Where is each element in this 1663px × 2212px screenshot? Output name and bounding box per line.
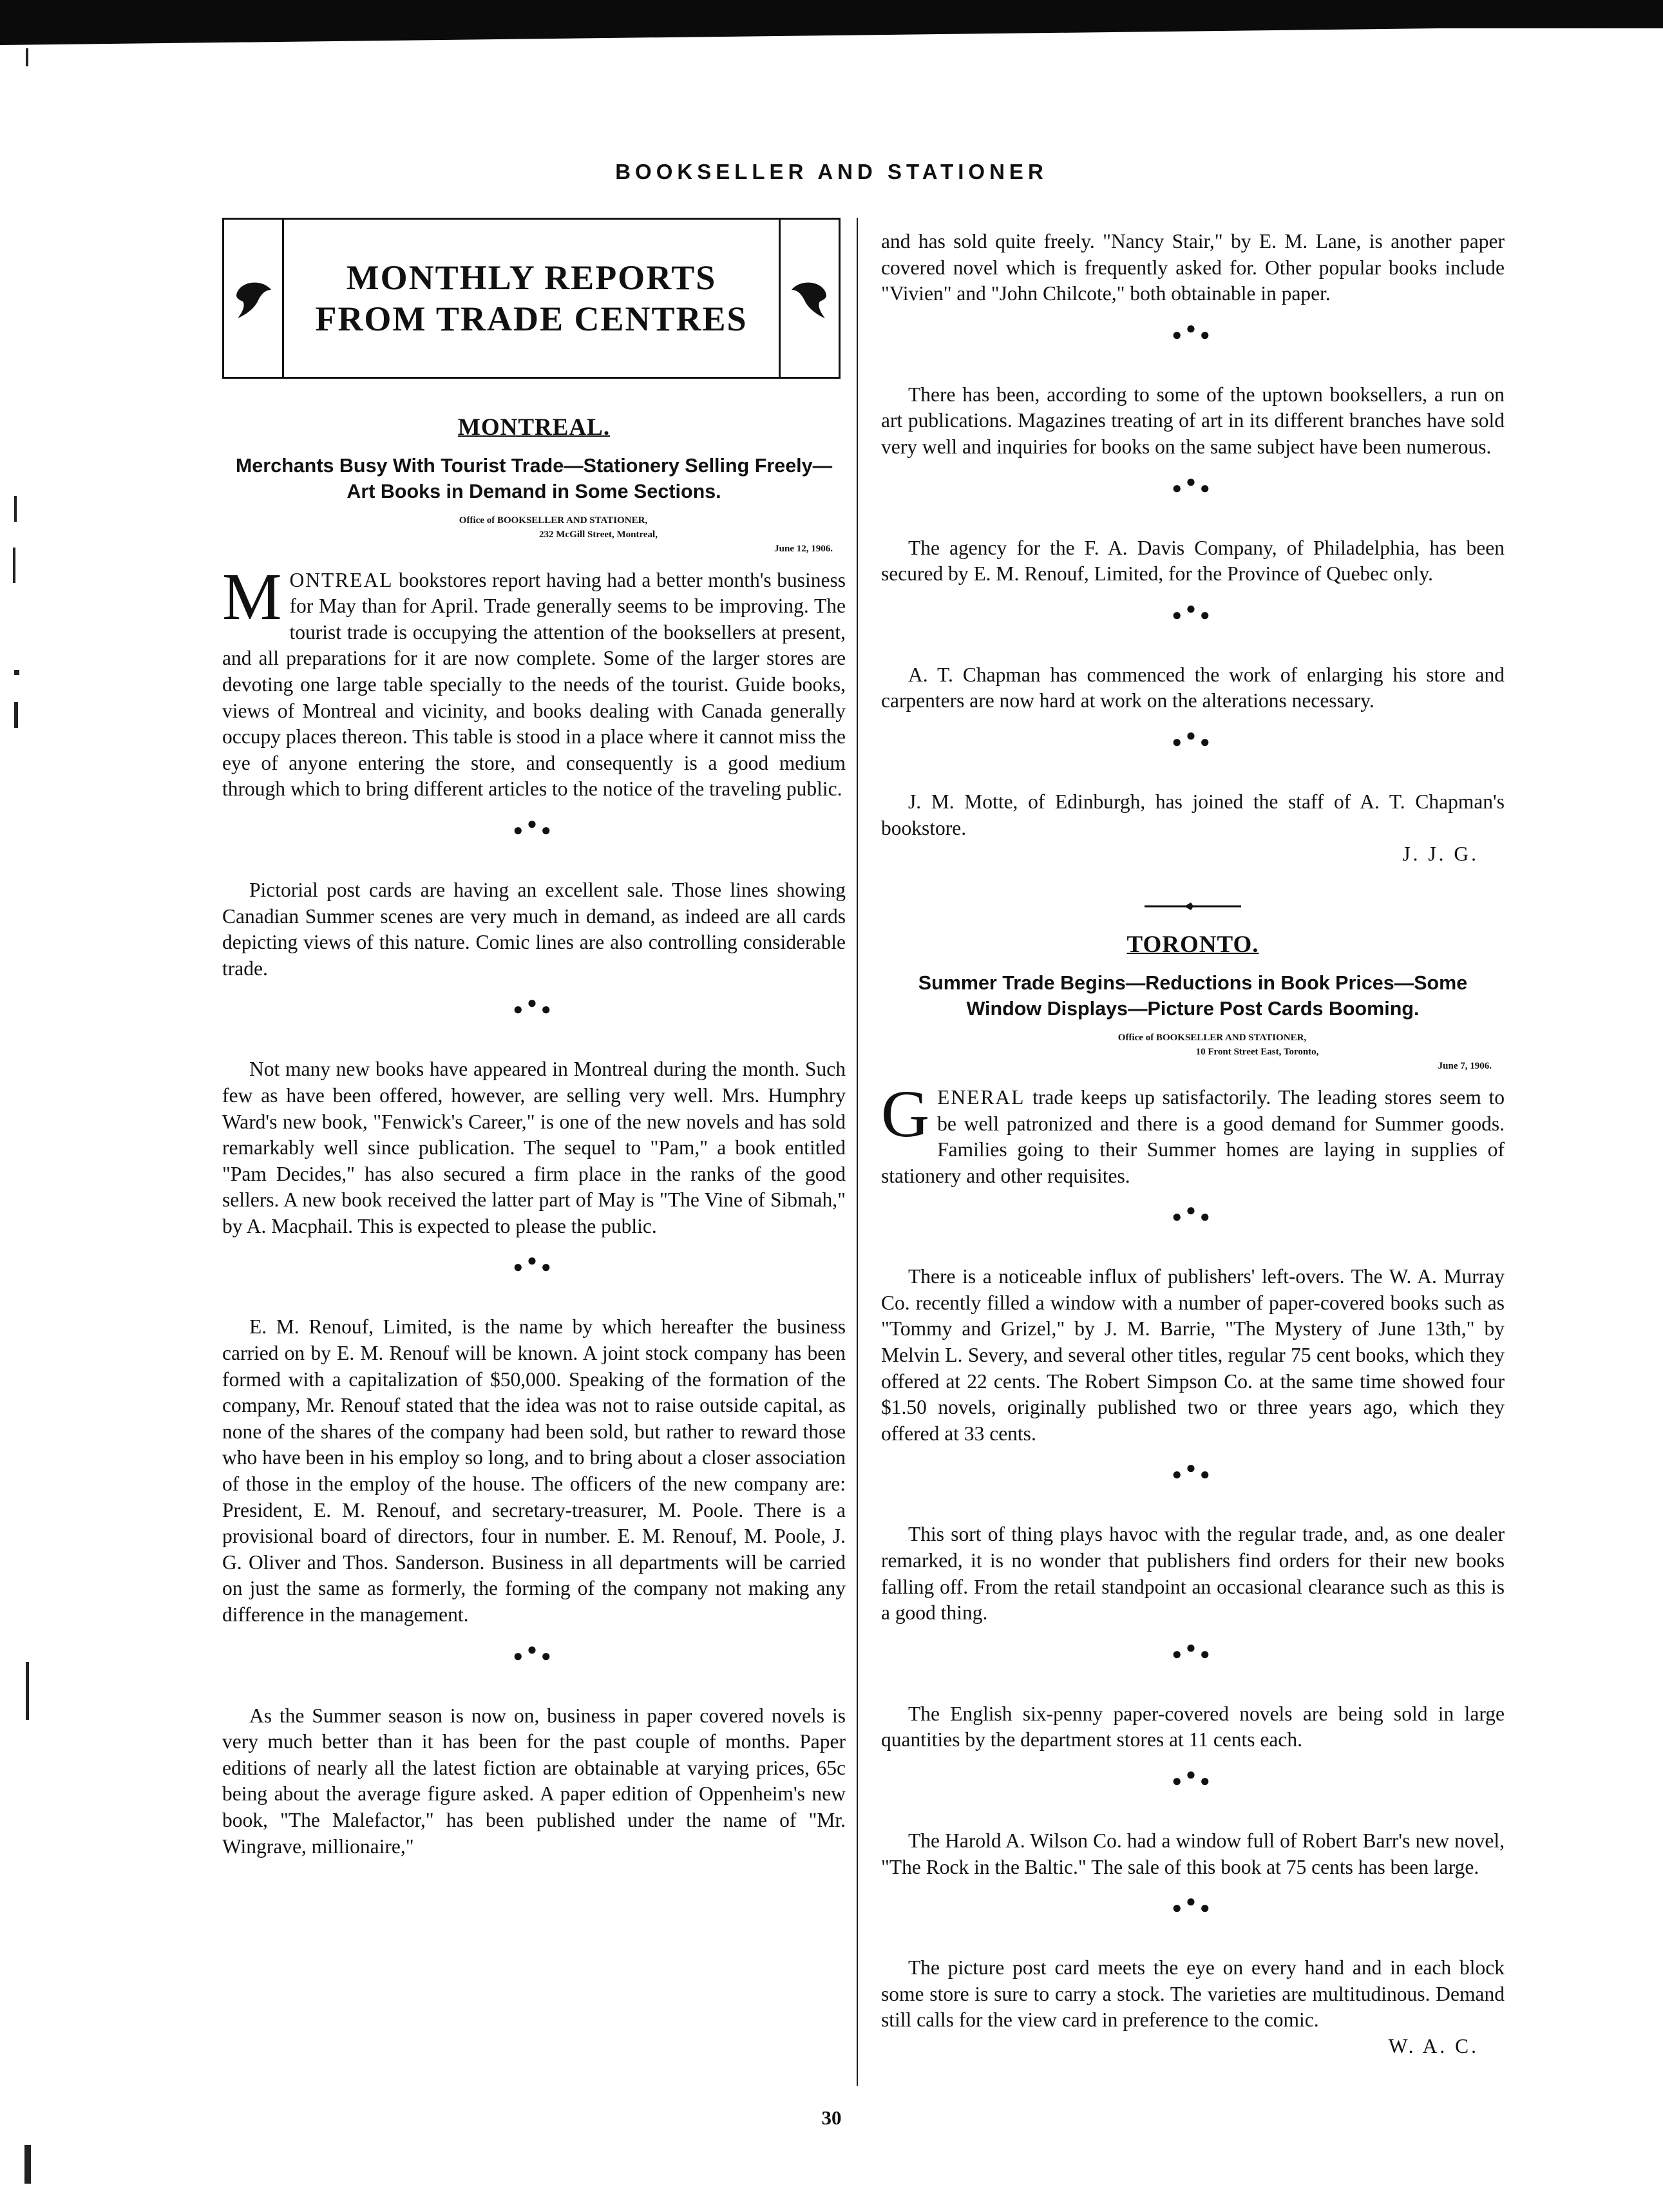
leaf-ornament-icon bbox=[789, 276, 830, 321]
banner-ornament-left bbox=[224, 220, 282, 377]
toronto-heading: TORONTO. bbox=[1126, 931, 1259, 958]
montreal-office-address: 232 McGill Street, Montreal, bbox=[539, 529, 658, 540]
scan-edge-mark bbox=[14, 496, 17, 522]
section-separator: ●●● bbox=[1172, 598, 1214, 624]
toronto-office-date: June 7, 1906. bbox=[1438, 1060, 1492, 1071]
scan-top-border-edge bbox=[0, 26, 1663, 45]
section-separator: ●●● bbox=[1172, 1201, 1214, 1226]
scan-edge-mark bbox=[14, 670, 19, 675]
banner-title bbox=[282, 220, 781, 377]
montreal-office-dateline bbox=[222, 513, 846, 556]
montreal-paragraph-continued: and has sold quite freely. "Nancy Stair," by E. M. Lane, is another paper covered novel which is frequently asked for. Other popular books include "Vivien" and "John Chilcote," both obtainable in paper. bbox=[881, 230, 1505, 305]
montreal-paragraph: J. M. Motte, of Edinburgh, has joined the staff of A. T. Chapman's bookstore. bbox=[881, 790, 1505, 839]
section-separator: ●●● bbox=[1172, 1637, 1214, 1663]
page-number: 30 bbox=[821, 2106, 842, 2129]
lead-word: ENERAL bbox=[937, 1085, 1025, 1109]
montreal-heading: MONTREAL. bbox=[457, 414, 611, 441]
section-divider bbox=[881, 892, 1505, 919]
drop-cap: M bbox=[222, 559, 282, 634]
montreal-office-name: Office of BOOKSELLER AND STATIONER, bbox=[459, 515, 648, 526]
toronto-paragraph: This sort of thing plays havoc with the regular trade, and, as one dealer remarked, it is no wonder that publishers find orders for their new books falling off. From the retail standpoint an occasional clearance such as this is a good thing. bbox=[881, 1523, 1505, 1625]
toronto-office-address: 10 Front Street East, Toronto, bbox=[1195, 1046, 1319, 1057]
section-separator: ●●● bbox=[513, 1639, 555, 1665]
scan-edge-mark bbox=[13, 548, 15, 583]
section-separator: ●●● bbox=[1172, 318, 1214, 344]
montreal-paragraph: E. M. Renouf, Limited, is the name by which hereafter the business carried on by E. M. Renouf will be known. A joint stock company has been formed with a capitalization of $50,000. Speaking of the formation of the company, Mr. Renouf stated that the idea was not to raise outside capital, as none of the shares of the company had been sold, but rather to reward those who have been in his employ so long, and to bring about a closer association of those in the employ of the house. The officers of the new company are: President, E. M. Renouf, and secretary-treasurer, M. Poole. There is a provisional board of directors, four in number. E. M. Renouf, M. Poole, J. G. Oliver and Thos. Sanderson. Business in all departments will be carried on just the same as formerly, the forming of the company not making any difference in the management. bbox=[222, 1315, 846, 1626]
scan-edge-mark bbox=[26, 1662, 29, 1720]
paragraph-text: bookstores report having had a better month's business for May than for April. Trade generally seems to be improving. The tourist trade is occupying the attention of the booksellers at present, and all preparations for it are now complete. Some of the larger stores are devoting one large table specially to the needs of the tourist. Guide books, views of Montreal and vicinity, and books dealing with Canada generally occupy places thereon. This table is stood in a place where it cannot miss the eye of anyone entering the store, and consequently is a good medium through which to bring different articles to the notice of the traveling public. bbox=[222, 568, 846, 801]
running-head: BOOKSELLER AND STATIONER bbox=[615, 160, 1048, 184]
section-separator: ●●● bbox=[1172, 725, 1214, 751]
montreal-paragraph: A. T. Chapman has commenced the work of enlarging his store and carpenters are now hard at work on the alterations necessary. bbox=[881, 663, 1505, 712]
toronto-office-dateline bbox=[881, 1031, 1505, 1073]
montreal-paragraph bbox=[222, 559, 846, 803]
scan-edge-mark bbox=[24, 2145, 31, 2184]
montreal-subhead: Merchants Busy With Tourist Trade—Stationery Selling Freely—Art Books in Demand in Some Sections. bbox=[235, 454, 833, 502]
lead-word: ONTREAL bbox=[289, 568, 394, 591]
section-separator: ●●● bbox=[1172, 1765, 1214, 1790]
section-separator: ●●● bbox=[513, 993, 555, 1019]
banner-title-line1: MONTHLY REPORTS bbox=[346, 258, 717, 297]
scan-edge-mark bbox=[26, 48, 28, 66]
toronto-subhead: Summer Trade Begins—Reductions in Book Prices—Some Window Displays—Picture Post Cards Booming. bbox=[918, 971, 1468, 1020]
toronto-paragraph: The Harold A. Wilson Co. had a window full of Robert Barr's new novel, "The Rock in the Baltic." The sale of this book at 75 cents has been large. bbox=[881, 1829, 1505, 1878]
section-separator: ●●● bbox=[1172, 1458, 1214, 1484]
section-separator: ●●● bbox=[1172, 1892, 1214, 1918]
montreal-paragraph: The agency for the F. A. Davis Company, of Philadelphia, has been secured by E. M. Renouf, Limited, for the Province of Quebec only. bbox=[881, 536, 1505, 586]
section-separator: ●●● bbox=[513, 1251, 555, 1277]
toronto-paragraph bbox=[881, 1076, 1505, 1189]
section-banner bbox=[222, 218, 841, 379]
section-separator: ●●● bbox=[513, 814, 555, 839]
scan-top-border bbox=[0, 0, 1663, 28]
right-column bbox=[881, 229, 1505, 2060]
paragraph-text: trade keeps up satisfactorily. The leading stores seem to be well patronized and there is a good demand for Summer goods. Families going to their Summer homes are laying in supplies of stationery and other requisites. bbox=[881, 1085, 1505, 1187]
toronto-paragraph: The English six-penny paper-covered novels are being sold in large quantities by the department stores at 11 cents each. bbox=[881, 1702, 1505, 1751]
divider-rule-icon bbox=[1145, 901, 1241, 911]
left-column bbox=[222, 218, 846, 1860]
section-separator: ●●● bbox=[1172, 472, 1214, 497]
banner-title-line2: FROM TRADE CENTRES bbox=[315, 300, 748, 338]
montreal-signature: J. J. G. bbox=[1402, 843, 1479, 866]
montreal-paragraph: Pictorial post cards are having an excellent sale. Those lines showing Canadian Summer scenes are very much in demand, as indeed are all cards depicting views of this nature. Comic lines are also controlling considerable trade. bbox=[222, 878, 846, 980]
banner-ornament-right bbox=[781, 220, 839, 377]
toronto-signature: W. A. C. bbox=[1388, 2034, 1479, 2057]
montreal-paragraph: Not many new books have appeared in Montreal during the month. Such few as have been offered, however, are selling very well. Mrs. Humphry Ward's new book, "Fenwick's Career," is one of the new novels and has sold remarkably well since publication. The sequel to "Pam," a book entitled "Pam Decides," has also secured a firm place in the ranks of the good sellers. A new book received the latter part of May is "The Vine of Sibmah," by A. Macphail. This is expected to please the public. bbox=[222, 1058, 846, 1237]
drop-cap: G bbox=[881, 1076, 930, 1151]
column-rule bbox=[857, 218, 858, 2086]
montreal-paragraph: As the Summer season is now on, business in paper covered novels is very much better than it has been for the past couple of months. Paper editions of nearly all the latest fiction are obtainable at varying prices, 65c being about the average figure asked. A paper edition of Oppenheim's new book, "The Malefactor," has been published under the name of "Mr. Wingrave, millionaire," bbox=[222, 1704, 846, 1858]
montreal-paragraph: There has been, according to some of the uptown booksellers, a run on art publications. Magazines treating of art in its different branches have sold very well and inquiries for books on the same subject have been numerous. bbox=[881, 383, 1505, 458]
toronto-office-name: Office of BOOKSELLER AND STATIONER, bbox=[1117, 1032, 1307, 1043]
leaf-ornament-icon bbox=[233, 276, 274, 321]
toronto-paragraph: The picture post card meets the eye on every hand and in each block some store is sure to carry a stock. The varieties are multitudinous. Demand still calls for the view card in preference to the comic. bbox=[881, 1956, 1505, 2032]
montreal-office-date: June 12, 1906. bbox=[774, 543, 833, 554]
toronto-paragraph: There is a noticeable influx of publishers' left-overs. The W. A. Murray Co. recently filled a window with a number of paper-covered books such as "Tommy and Grizel," by J. M. Barrie, "The Mystery of June 13th," by Melvin L. Severy, and several other titles, regular 75 cent books, which they offered at 22 cents. The Robert Simpson Co. at the same time showed four $1.50 novels, originally published two or three years ago, which they offered at 33 cents. bbox=[881, 1265, 1505, 1445]
scan-edge-mark bbox=[14, 702, 18, 728]
